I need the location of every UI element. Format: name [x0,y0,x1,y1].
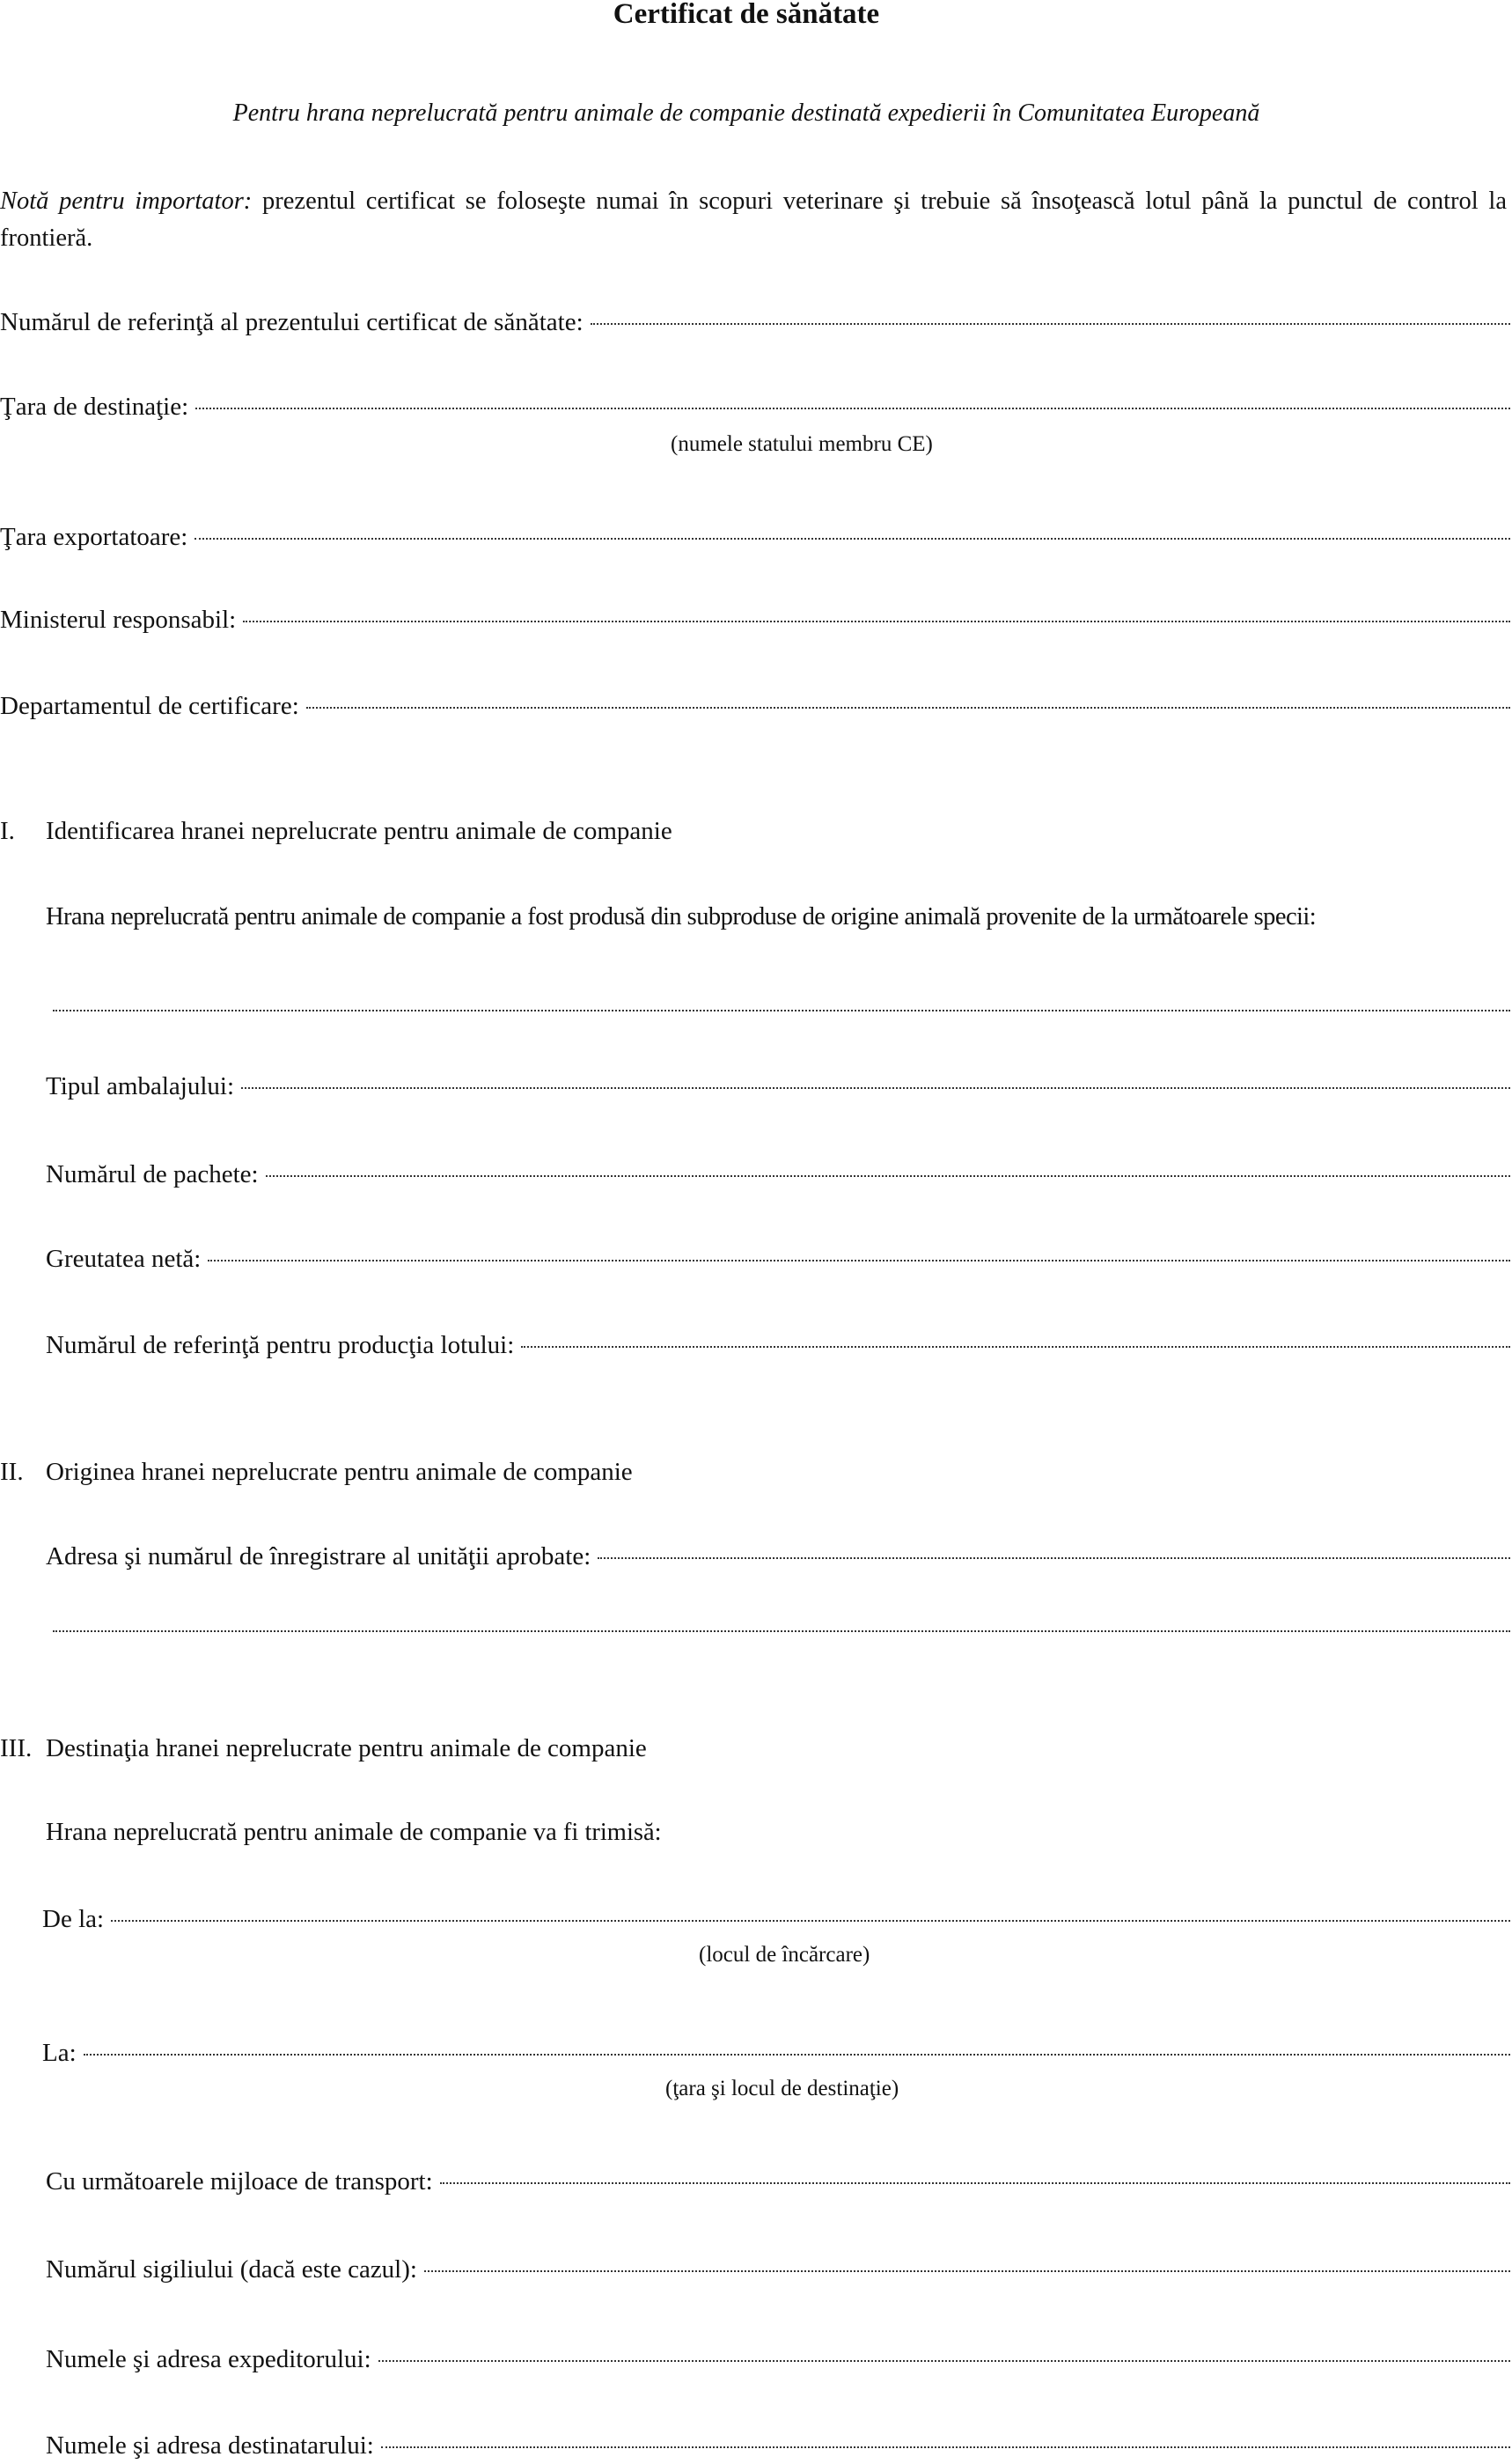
destination-country-dotted-line [195,408,1510,409]
shipper-label: Numele şi adresa expeditorului: [46,2345,371,2373]
section-3-title: Destinaţia hranei neprelucrate pentru animale de companie [46,1734,647,1762]
transport-field[interactable] [46,2166,1510,2197]
address-registration-label: Adresa şi numărul de înregistrare al unităţii aprobate: [46,1542,591,1570]
net-weight-label: Greutatea netă: [46,1245,202,1273]
transport-label: Cu următoarele mijloace de transport: [46,2167,433,2196]
shipper-field[interactable] [46,2343,1510,2375]
from-dotted-line [111,1920,1510,1922]
exporting-country-dotted-line [195,538,1510,540]
net-weight-dotted-line [208,1260,1510,1261]
seal-number-field[interactable] [46,2254,1510,2285]
reference-number-label: Numărul de referinţă al prezentului certificat de sănătate: [0,308,584,336]
package-count-field[interactable] [46,1158,1510,1190]
from-field[interactable] [42,1903,1510,1935]
reference-number-dotted-line [591,323,1510,325]
to-field[interactable] [42,2037,1510,2069]
package-count-dotted-line [266,1175,1510,1177]
destination-country-caption: (numele statului membru CE) [671,432,933,456]
address-registration-dotted-line [598,1557,1510,1559]
exporting-country-field[interactable] [0,521,1510,553]
to-dotted-line [84,2054,1510,2056]
batch-reference-dotted-line [521,1346,1510,1348]
certifying-department-label: Departamentul de certificare: [0,692,299,720]
batch-reference-field[interactable] [46,1329,1510,1361]
section-1-title: Identificarea hranei neprelucrate pentru animale de companie [46,817,672,845]
responsible-ministry-field[interactable] [0,604,1510,636]
package-count-label: Numărul de pachete: [46,1160,259,1188]
to-label: La: [42,2039,77,2067]
importer-note-label: Notă pentru importator: [0,188,253,215]
destination-country-label: Ţara de destinaţie: [0,393,189,421]
packaging-type-label: Tipul ambalajului: [46,1072,235,1100]
certifying-department-field[interactable] [0,690,1510,722]
consignee-label: Numele şi adresa destinatarului: [46,2431,374,2460]
shipper-dotted-line [378,2360,1510,2362]
packaging-type-dotted-line [241,1087,1510,1089]
section-1-paragraph: Hrana neprelucrată pentru animale de companie a fost produsă din subproduse de origine animală provenite de la următoarele specii: [46,903,1317,930]
address-continuation-dotted-line[interactable] [53,1630,1510,1632]
consignee-dotted-line [381,2446,1510,2448]
consignee-field[interactable] [46,2430,1510,2461]
from-label: De la: [42,1905,105,1933]
responsible-ministry-dotted-line [243,621,1510,622]
reference-number-field[interactable] [0,306,1510,338]
document-subtitle: Pentru hrana neprelucrată pentru animale de companie destinată expedierii în Comunitatea Europeană [232,99,1260,127]
packaging-type-field[interactable] [46,1070,1510,1102]
section-2-number: II. [0,1458,24,1486]
species-dotted-line[interactable] [53,1010,1510,1011]
transport-dotted-line [440,2182,1510,2184]
section-3-paragraph: Hrana neprelucrată pentru animale de companie va fi trimisă: [46,1819,662,1846]
certifying-department-dotted-line [306,707,1510,709]
importer-note-text: prezentul certificat se foloseşte numai în scopuri veterinare şi trebuie să însoţească lotul până la punctul de control la frontieră. [0,188,1507,252]
address-registration-field[interactable] [46,1541,1510,1572]
section-3-number: III. [0,1734,33,1762]
destination-country-field[interactable] [0,391,1510,423]
seal-number-dotted-line [424,2270,1510,2272]
from-caption: (locul de încărcare) [699,1943,870,1967]
seal-number-label: Numărul sigiliului (dacă este cazul): [46,2255,417,2284]
to-caption: (ţara şi locul de destinaţie) [665,2077,899,2100]
net-weight-field[interactable] [46,1243,1510,1275]
document-title: Certificat de sănătate [613,0,880,30]
batch-reference-label: Numărul de referinţă pentru producţia lotului: [46,1331,515,1359]
section-1-number: I. [0,817,15,845]
exporting-country-label: Ţara exportatoare: [0,523,188,551]
section-2-title: Originea hranei neprelucrate pentru animale de companie [46,1458,633,1486]
responsible-ministry-label: Ministerul responsabil: [0,606,237,634]
importer-note [0,183,1507,257]
